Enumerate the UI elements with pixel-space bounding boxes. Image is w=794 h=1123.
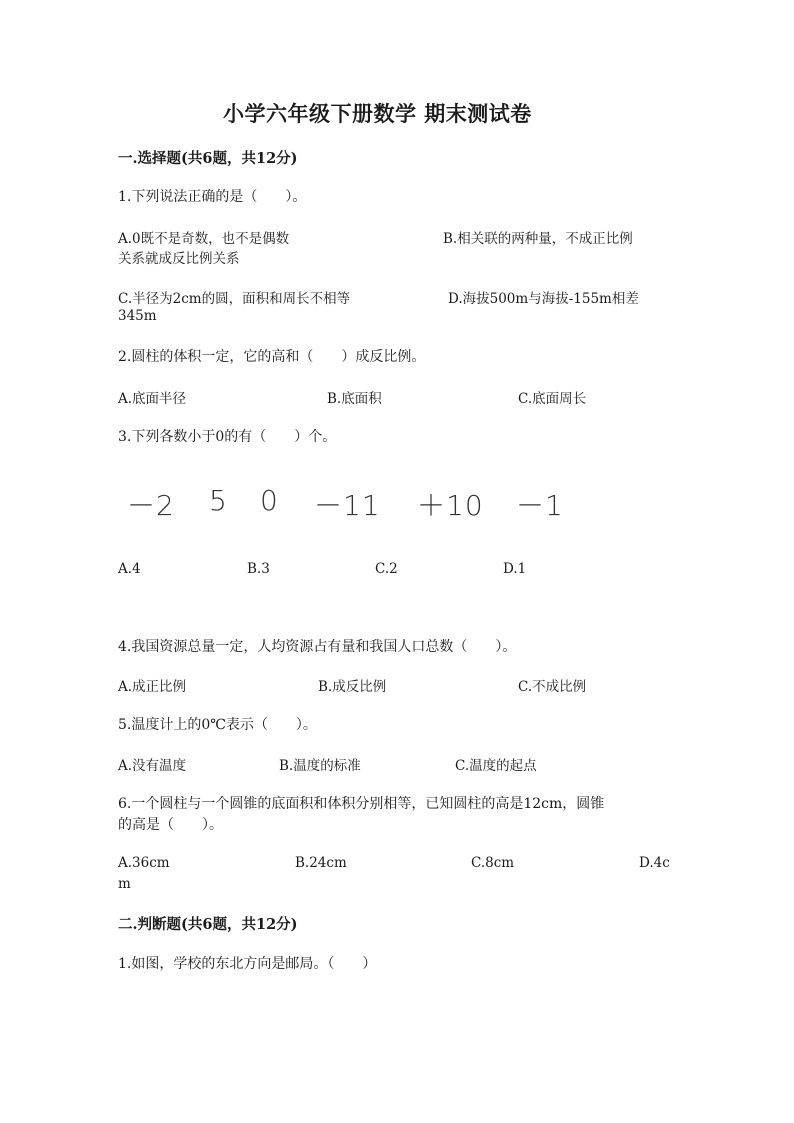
question-stem-continued: 的高是（ ）。	[118, 817, 223, 833]
option-a: A.36cm	[118, 855, 170, 871]
question-stem: 5.温度计上的0℃表示（ ）。	[118, 717, 317, 733]
option-b: B.成反比例	[318, 679, 387, 695]
question-stem: 4.我国资源总量一定，人均资源占有量和我国人口总数（ ）。	[118, 639, 517, 655]
option-d: D.海拔500m与海拔-155m相差	[448, 291, 639, 307]
number-figure-5: ＋10	[417, 489, 484, 522]
option-b-continued: 关系就成反比例关系	[118, 251, 240, 267]
option-d: D.1	[503, 561, 527, 577]
option-a: A.底面半径	[118, 391, 187, 407]
option-a: A.4	[118, 561, 141, 577]
question-stem: 1.下列说法正确的是（ ）。	[118, 189, 307, 205]
option-b: B.3	[247, 561, 270, 577]
option-b: B.24cm	[295, 855, 347, 871]
number-figure-2: 5	[209, 484, 228, 517]
option-c: C.8cm	[471, 855, 515, 871]
option-c: C.底面周长	[518, 391, 587, 407]
section-heading: 二.判断题(共6题，共12分)	[118, 916, 298, 933]
option-d-continued: 345m	[118, 308, 157, 324]
page-title: 小学六年级下册数学 期末测试卷	[223, 101, 532, 126]
option-c: C.半径为2cm的圆，面积和周长不相等	[118, 291, 351, 307]
number-figure-4: －11	[314, 489, 381, 522]
option-b: B.底面积	[327, 391, 382, 407]
option-b: B.相关联的两种量，不成正比例	[443, 231, 633, 247]
number-figure-3: 0	[260, 484, 279, 517]
option-b: B.温度的标准	[279, 758, 361, 774]
option-a: A.没有温度	[118, 758, 187, 774]
option-a: A.成正比例	[118, 679, 187, 695]
section-heading: 一.选择题(共6题，共12分)	[118, 150, 298, 167]
option-c: C.不成比例	[518, 679, 587, 695]
option-c: C.温度的起点	[455, 758, 537, 774]
question-stem: 6.一个圆柱与一个圆锥的底面积和体积分别相等，已知圆柱的高是12cm，圆锥	[118, 796, 605, 812]
question-stem: 2.圆柱的体积一定，它的高和（ ）成反比例。	[118, 349, 426, 365]
option-c: C.2	[375, 561, 398, 577]
option-a: A.0既不是奇数，也不是偶数	[118, 231, 290, 247]
question-stem: 3.下列各数小于0的有（ ）个。	[118, 429, 337, 445]
option-d: D.4c	[639, 855, 670, 871]
number-figure-6: －1	[516, 489, 564, 522]
question-stem: 1.如图，学校的东北方向是邮局。（ ）	[118, 956, 377, 972]
number-figure-1: －2	[127, 489, 175, 522]
option-d-continued: m	[118, 876, 131, 892]
